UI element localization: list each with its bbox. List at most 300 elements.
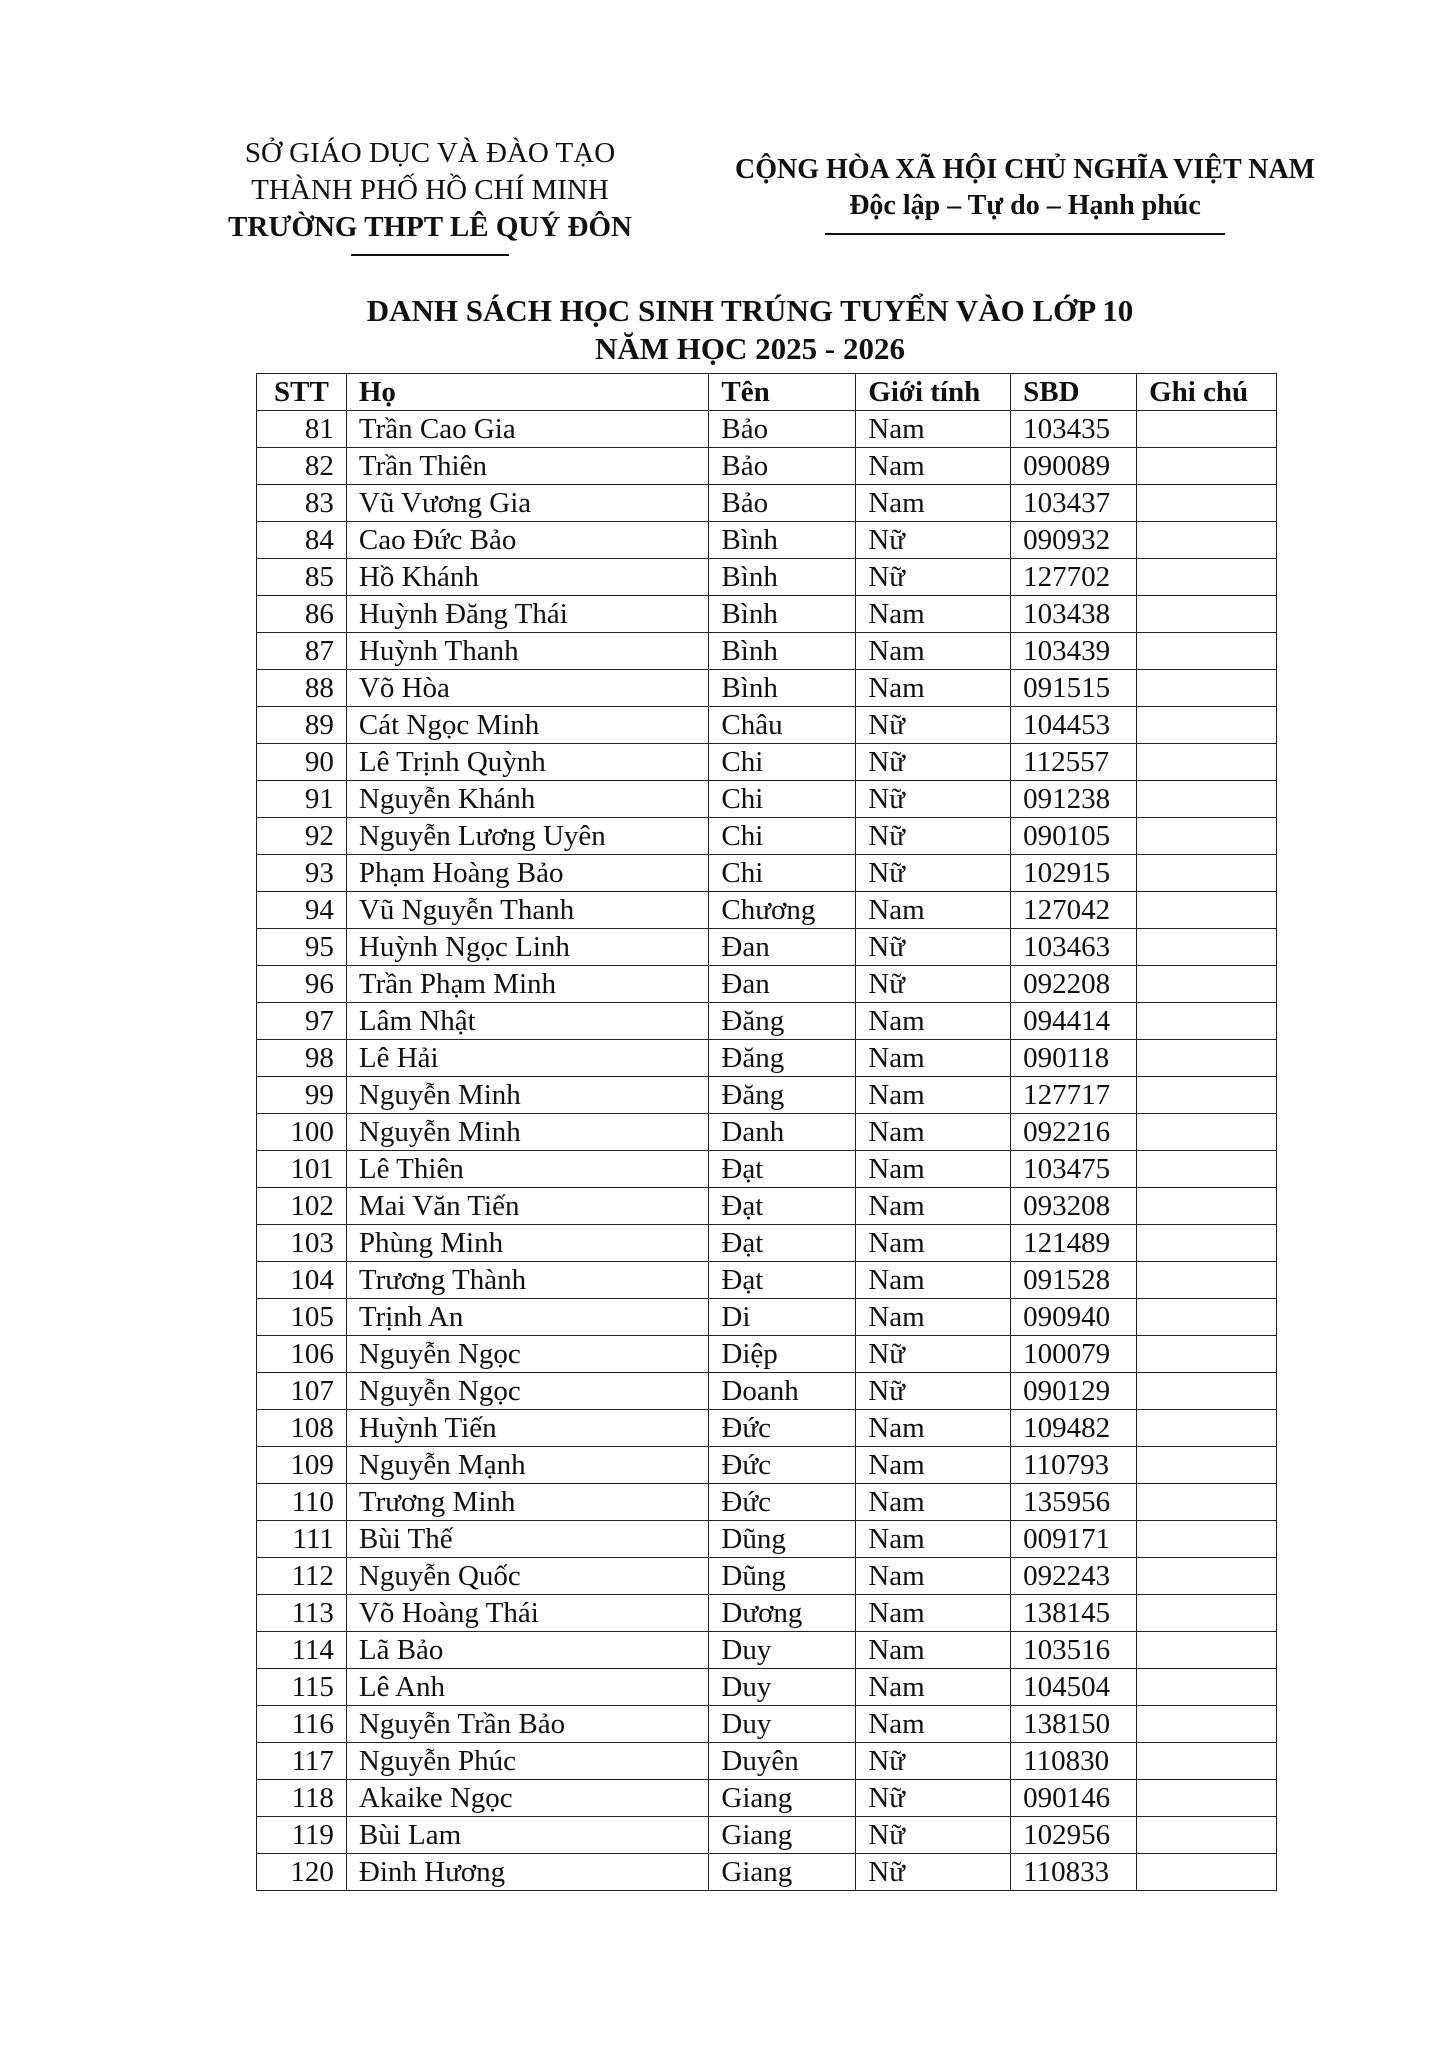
cell-stt: 97 <box>257 1003 347 1040</box>
cell-stt: 92 <box>257 818 347 855</box>
cell-ten: Bảo <box>709 411 856 448</box>
cell-gioi-tinh: Nam <box>856 1188 1011 1225</box>
cell-ghi-chu <box>1137 411 1277 448</box>
cell-sbd: 090105 <box>1011 818 1137 855</box>
cell-gioi-tinh: Nam <box>856 1706 1011 1743</box>
issuing-authority-block <box>170 135 690 256</box>
cell-sbd: 090932 <box>1011 522 1137 559</box>
cell-stt: 115 <box>257 1669 347 1706</box>
cell-ten: Diệp <box>709 1336 856 1373</box>
table-row <box>257 1558 1277 1595</box>
cell-ho: Võ Hoàng Thái <box>346 1595 709 1632</box>
cell-ten: Dũng <box>709 1521 856 1558</box>
cell-sbd: 102956 <box>1011 1817 1137 1854</box>
table-row <box>257 1521 1277 1558</box>
cell-ten: Duy <box>709 1669 856 1706</box>
cell-ghi-chu <box>1137 1003 1277 1040</box>
table-row <box>257 929 1277 966</box>
cell-ghi-chu <box>1137 1410 1277 1447</box>
table-row <box>257 1410 1277 1447</box>
title-line-2: NĂM HỌC 2025 - 2026 <box>595 331 905 366</box>
table-row <box>257 448 1277 485</box>
cell-sbd: 127042 <box>1011 892 1137 929</box>
cell-ghi-chu <box>1137 1780 1277 1817</box>
cell-stt: 110 <box>257 1484 347 1521</box>
table-body <box>257 411 1277 1891</box>
cell-ho: Akaike Ngọc <box>346 1780 709 1817</box>
cell-sbd: 138150 <box>1011 1706 1137 1743</box>
document-title <box>260 292 1240 368</box>
cell-sbd: 127702 <box>1011 559 1137 596</box>
cell-ho: Cát Ngọc Minh <box>346 707 709 744</box>
table-row <box>257 1003 1277 1040</box>
cell-gioi-tinh: Nữ <box>856 1817 1011 1854</box>
cell-gioi-tinh: Nữ <box>856 855 1011 892</box>
cell-stt: 83 <box>257 485 347 522</box>
cell-ten: Đan <box>709 966 856 1003</box>
table-row <box>257 559 1277 596</box>
cell-ten: Giang <box>709 1854 856 1891</box>
cell-stt: 91 <box>257 781 347 818</box>
cell-gioi-tinh: Nữ <box>856 1854 1011 1891</box>
cell-ten: Duy <box>709 1706 856 1743</box>
cell-ghi-chu <box>1137 1632 1277 1669</box>
cell-ho: Nguyễn Khánh <box>346 781 709 818</box>
cell-ho: Trương Minh <box>346 1484 709 1521</box>
motto-underline <box>825 233 1225 235</box>
cell-gioi-tinh: Nam <box>856 1114 1011 1151</box>
cell-ho: Trần Thiên <box>346 448 709 485</box>
cell-ho: Trịnh An <box>346 1299 709 1336</box>
cell-ho: Trần Phạm Minh <box>346 966 709 1003</box>
cell-gioi-tinh: Nam <box>856 1447 1011 1484</box>
department-name: SỞ GIÁO DỤC VÀ ĐÀO TẠO <box>244 137 616 169</box>
cell-stt: 82 <box>257 448 347 485</box>
cell-sbd: 009171 <box>1011 1521 1137 1558</box>
cell-ho: Huỳnh Ngọc Linh <box>346 929 709 966</box>
cell-stt: 114 <box>257 1632 347 1669</box>
cell-stt: 81 <box>257 411 347 448</box>
cell-ghi-chu <box>1137 1262 1277 1299</box>
cell-sbd: 138145 <box>1011 1595 1137 1632</box>
cell-sbd: 092243 <box>1011 1558 1137 1595</box>
cell-sbd: 103463 <box>1011 929 1137 966</box>
table-row <box>257 1373 1277 1410</box>
cell-stt: 102 <box>257 1188 347 1225</box>
cell-gioi-tinh: Nam <box>856 633 1011 670</box>
cell-gioi-tinh: Nam <box>856 1558 1011 1595</box>
cell-ghi-chu <box>1137 781 1277 818</box>
cell-gioi-tinh: Nam <box>856 1299 1011 1336</box>
cell-ho: Hồ Khánh <box>346 559 709 596</box>
cell-stt: 86 <box>257 596 347 633</box>
cell-ho: Lâm Nhật <box>346 1003 709 1040</box>
cell-ghi-chu <box>1137 1225 1277 1262</box>
table-row <box>257 1669 1277 1706</box>
cell-gioi-tinh: Nữ <box>856 744 1011 781</box>
cell-sbd: 092208 <box>1011 966 1137 1003</box>
header-ghi-chu: Ghi chú <box>1137 374 1277 411</box>
cell-ghi-chu <box>1137 1336 1277 1373</box>
cell-ten: Đăng <box>709 1003 856 1040</box>
cell-gioi-tinh: Nữ <box>856 1743 1011 1780</box>
cell-stt: 108 <box>257 1410 347 1447</box>
cell-sbd: 091515 <box>1011 670 1137 707</box>
table-row <box>257 1188 1277 1225</box>
table-row <box>257 633 1277 670</box>
cell-sbd: 104453 <box>1011 707 1137 744</box>
cell-ghi-chu <box>1137 1558 1277 1595</box>
cell-ho: Lã Bảo <box>346 1632 709 1669</box>
cell-gioi-tinh: Nữ <box>856 818 1011 855</box>
cell-stt: 101 <box>257 1151 347 1188</box>
cell-ten: Di <box>709 1299 856 1336</box>
table-row <box>257 707 1277 744</box>
cell-ten: Chi <box>709 744 856 781</box>
cell-stt: 105 <box>257 1299 347 1336</box>
cell-gioi-tinh: Nam <box>856 448 1011 485</box>
cell-ten: Dũng <box>709 1558 856 1595</box>
table-row <box>257 1151 1277 1188</box>
cell-ghi-chu <box>1137 1299 1277 1336</box>
cell-gioi-tinh: Nam <box>856 1595 1011 1632</box>
cell-sbd: 102915 <box>1011 855 1137 892</box>
cell-gioi-tinh: Nam <box>856 1151 1011 1188</box>
cell-ghi-chu <box>1137 1188 1277 1225</box>
cell-ho: Huỳnh Đăng Thái <box>346 596 709 633</box>
cell-stt: 90 <box>257 744 347 781</box>
cell-stt: 111 <box>257 1521 347 1558</box>
cell-ghi-chu <box>1137 1373 1277 1410</box>
cell-stt: 112 <box>257 1558 347 1595</box>
cell-gioi-tinh: Nữ <box>856 559 1011 596</box>
cell-ghi-chu <box>1137 707 1277 744</box>
table-row <box>257 1706 1277 1743</box>
cell-stt: 84 <box>257 522 347 559</box>
cell-ghi-chu <box>1137 1114 1277 1151</box>
cell-sbd: 110830 <box>1011 1743 1137 1780</box>
cell-gioi-tinh: Nữ <box>856 1373 1011 1410</box>
title-line-1: DANH SÁCH HỌC SINH TRÚNG TUYỂN VÀO LỚP 10 <box>366 293 1134 328</box>
cell-stt: 103 <box>257 1225 347 1262</box>
cell-ten: Đức <box>709 1447 856 1484</box>
table-row <box>257 522 1277 559</box>
cell-ho: Trần Cao Gia <box>346 411 709 448</box>
table-row <box>257 670 1277 707</box>
table-row <box>257 781 1277 818</box>
cell-ho: Nguyễn Ngọc <box>346 1336 709 1373</box>
table-row <box>257 1114 1277 1151</box>
cell-stt: 98 <box>257 1040 347 1077</box>
cell-ho: Vũ Nguyễn Thanh <box>346 892 709 929</box>
table-row <box>257 1780 1277 1817</box>
cell-sbd: 090118 <box>1011 1040 1137 1077</box>
cell-gioi-tinh: Nam <box>856 1225 1011 1262</box>
cell-ho: Nguyễn Ngọc <box>346 1373 709 1410</box>
cell-sbd: 104504 <box>1011 1669 1137 1706</box>
cell-stt: 116 <box>257 1706 347 1743</box>
table-row <box>257 1299 1277 1336</box>
cell-sbd: 110793 <box>1011 1447 1137 1484</box>
school-name: TRƯỜNG THPT LÊ QUÝ ĐÔN <box>228 211 632 243</box>
header-gioi-tinh: Giới tính <box>856 374 1011 411</box>
cell-gioi-tinh: Nữ <box>856 1336 1011 1373</box>
cell-ho: Nguyễn Phúc <box>346 1743 709 1780</box>
cell-stt: 87 <box>257 633 347 670</box>
table-row <box>257 1336 1277 1373</box>
cell-stt: 104 <box>257 1262 347 1299</box>
cell-gioi-tinh: Nam <box>856 1040 1011 1077</box>
table-row <box>257 1447 1277 1484</box>
table-row <box>257 1077 1277 1114</box>
cell-stt: 120 <box>257 1854 347 1891</box>
cell-stt: 107 <box>257 1373 347 1410</box>
table-row <box>257 1262 1277 1299</box>
cell-gioi-tinh: Nữ <box>856 966 1011 1003</box>
national-motto-block <box>700 152 1350 235</box>
cell-ghi-chu <box>1137 1521 1277 1558</box>
cell-ho: Huỳnh Tiến <box>346 1410 709 1447</box>
cell-sbd: 103439 <box>1011 633 1137 670</box>
cell-ten: Bình <box>709 522 856 559</box>
table-row <box>257 1743 1277 1780</box>
cell-ghi-chu <box>1137 1151 1277 1188</box>
cell-ghi-chu <box>1137 448 1277 485</box>
cell-ghi-chu <box>1137 559 1277 596</box>
cell-gioi-tinh: Nam <box>856 670 1011 707</box>
table-row <box>257 1854 1277 1891</box>
cell-ten: Đạt <box>709 1262 856 1299</box>
cell-ghi-chu <box>1137 633 1277 670</box>
cell-gioi-tinh: Nam <box>856 485 1011 522</box>
cell-ho: Lê Thiên <box>346 1151 709 1188</box>
cell-ho: Nguyễn Trần Bảo <box>346 1706 709 1743</box>
header-stt: STT <box>257 374 347 411</box>
table-row <box>257 892 1277 929</box>
cell-stt: 89 <box>257 707 347 744</box>
cell-ho: Mai Văn Tiến <box>346 1188 709 1225</box>
cell-ho: Nguyễn Quốc <box>346 1558 709 1595</box>
table-row <box>257 485 1277 522</box>
cell-ho: Lê Trịnh Quỳnh <box>346 744 709 781</box>
table-row <box>257 855 1277 892</box>
cell-ghi-chu <box>1137 1817 1277 1854</box>
cell-sbd: 109482 <box>1011 1410 1137 1447</box>
cell-gioi-tinh: Nam <box>856 1632 1011 1669</box>
cell-sbd: 093208 <box>1011 1188 1137 1225</box>
cell-gioi-tinh: Nam <box>856 892 1011 929</box>
school-underline <box>351 254 509 256</box>
cell-ten: Đăng <box>709 1077 856 1114</box>
cell-stt: 109 <box>257 1447 347 1484</box>
national-motto: Độc lập – Tự do – Hạnh phúc <box>849 190 1201 221</box>
cell-ghi-chu <box>1137 855 1277 892</box>
cell-ghi-chu <box>1137 1669 1277 1706</box>
cell-ghi-chu <box>1137 670 1277 707</box>
cell-ho: Phùng Minh <box>346 1225 709 1262</box>
cell-gioi-tinh: Nam <box>856 411 1011 448</box>
cell-gioi-tinh: Nam <box>856 1410 1011 1447</box>
cell-ghi-chu <box>1137 485 1277 522</box>
cell-ho: Lê Anh <box>346 1669 709 1706</box>
cell-ten: Đan <box>709 929 856 966</box>
table-row <box>257 1484 1277 1521</box>
cell-ho: Đinh Hương <box>346 1854 709 1891</box>
table-row <box>257 1595 1277 1632</box>
cell-sbd: 110833 <box>1011 1854 1137 1891</box>
cell-ten: Châu <box>709 707 856 744</box>
cell-gioi-tinh: Nam <box>856 1077 1011 1114</box>
table-header-row <box>257 374 1277 411</box>
cell-gioi-tinh: Nam <box>856 596 1011 633</box>
cell-ten: Đức <box>709 1484 856 1521</box>
cell-ho: Nguyễn Minh <box>346 1077 709 1114</box>
cell-gioi-tinh: Nữ <box>856 522 1011 559</box>
cell-sbd: 091528 <box>1011 1262 1137 1299</box>
cell-ten: Đăng <box>709 1040 856 1077</box>
cell-sbd: 091238 <box>1011 781 1137 818</box>
table-row <box>257 744 1277 781</box>
table-row <box>257 818 1277 855</box>
cell-ho: Phạm Hoàng Bảo <box>346 855 709 892</box>
cell-ghi-chu <box>1137 596 1277 633</box>
cell-sbd: 090089 <box>1011 448 1137 485</box>
cell-ten: Chi <box>709 818 856 855</box>
cell-ho: Cao Đức Bảo <box>346 522 709 559</box>
cell-ho: Vũ Vương Gia <box>346 485 709 522</box>
cell-ten: Bảo <box>709 448 856 485</box>
cell-ten: Bảo <box>709 485 856 522</box>
cell-ghi-chu <box>1137 1040 1277 1077</box>
cell-stt: 95 <box>257 929 347 966</box>
cell-stt: 99 <box>257 1077 347 1114</box>
cell-gioi-tinh: Nữ <box>856 929 1011 966</box>
table-row <box>257 411 1277 448</box>
cell-sbd: 112557 <box>1011 744 1137 781</box>
cell-ghi-chu <box>1137 1595 1277 1632</box>
cell-gioi-tinh: Nữ <box>856 781 1011 818</box>
cell-stt: 96 <box>257 966 347 1003</box>
cell-ten: Giang <box>709 1780 856 1817</box>
cell-ghi-chu <box>1137 1706 1277 1743</box>
cell-ho: Nguyễn Lương Uyên <box>346 818 709 855</box>
cell-ten: Chi <box>709 781 856 818</box>
table-row <box>257 596 1277 633</box>
cell-ghi-chu <box>1137 966 1277 1003</box>
cell-ghi-chu <box>1137 818 1277 855</box>
cell-stt: 85 <box>257 559 347 596</box>
cell-ten: Bình <box>709 596 856 633</box>
cell-stt: 93 <box>257 855 347 892</box>
cell-sbd: 090129 <box>1011 1373 1137 1410</box>
cell-ho: Nguyễn Mạnh <box>346 1447 709 1484</box>
table-row <box>257 1817 1277 1854</box>
cell-ten: Chương <box>709 892 856 929</box>
table-row <box>257 1225 1277 1262</box>
table-row <box>257 1632 1277 1669</box>
cell-gioi-tinh: Nam <box>856 1521 1011 1558</box>
cell-sbd: 100079 <box>1011 1336 1137 1373</box>
cell-ho: Nguyễn Minh <box>346 1114 709 1151</box>
cell-gioi-tinh: Nam <box>856 1669 1011 1706</box>
cell-ten: Giang <box>709 1817 856 1854</box>
table-row <box>257 1040 1277 1077</box>
cell-ghi-chu <box>1137 929 1277 966</box>
cell-ghi-chu <box>1137 892 1277 929</box>
cell-ten: Duyên <box>709 1743 856 1780</box>
cell-stt: 113 <box>257 1595 347 1632</box>
admission-table <box>256 373 1277 1891</box>
cell-ho: Bùi Lam <box>346 1817 709 1854</box>
cell-ten: Đức <box>709 1410 856 1447</box>
cell-sbd: 121489 <box>1011 1225 1137 1262</box>
cell-ghi-chu <box>1137 1447 1277 1484</box>
cell-stt: 106 <box>257 1336 347 1373</box>
cell-stt: 119 <box>257 1817 347 1854</box>
cell-sbd: 092216 <box>1011 1114 1137 1151</box>
cell-stt: 118 <box>257 1780 347 1817</box>
cell-ten: Chi <box>709 855 856 892</box>
cell-sbd: 090940 <box>1011 1299 1137 1336</box>
cell-sbd: 090146 <box>1011 1780 1137 1817</box>
cell-sbd: 103475 <box>1011 1151 1137 1188</box>
cell-ghi-chu <box>1137 1077 1277 1114</box>
header-ten: Tên <box>709 374 856 411</box>
cell-gioi-tinh: Nam <box>856 1262 1011 1299</box>
cell-sbd: 103438 <box>1011 596 1137 633</box>
cell-gioi-tinh: Nam <box>856 1484 1011 1521</box>
table-row <box>257 966 1277 1003</box>
cell-ghi-chu <box>1137 1854 1277 1891</box>
cell-ho: Trương Thành <box>346 1262 709 1299</box>
cell-ghi-chu <box>1137 1484 1277 1521</box>
cell-ten: Duy <box>709 1632 856 1669</box>
cell-ten: Bình <box>709 633 856 670</box>
cell-sbd: 094414 <box>1011 1003 1137 1040</box>
cell-sbd: 103437 <box>1011 485 1137 522</box>
cell-ghi-chu <box>1137 1743 1277 1780</box>
cell-gioi-tinh: Nữ <box>856 1780 1011 1817</box>
cell-ho: Bùi Thế <box>346 1521 709 1558</box>
country-name: CỘNG HÒA XÃ HỘI CHỦ NGHĨA VIỆT NAM <box>734 154 1316 185</box>
cell-stt: 94 <box>257 892 347 929</box>
cell-sbd: 135956 <box>1011 1484 1137 1521</box>
cell-ten: Đạt <box>709 1188 856 1225</box>
cell-ten: Đạt <box>709 1225 856 1262</box>
cell-ho: Huỳnh Thanh <box>346 633 709 670</box>
cell-ten: Bình <box>709 559 856 596</box>
cell-stt: 100 <box>257 1114 347 1151</box>
header-ho: Họ <box>346 374 709 411</box>
cell-gioi-tinh: Nam <box>856 1003 1011 1040</box>
cell-ten: Danh <box>709 1114 856 1151</box>
cell-gioi-tinh: Nữ <box>856 707 1011 744</box>
cell-ten: Dương <box>709 1595 856 1632</box>
header-sbd: SBD <box>1011 374 1137 411</box>
cell-ho: Võ Hòa <box>346 670 709 707</box>
cell-ten: Bình <box>709 670 856 707</box>
cell-ten: Đạt <box>709 1151 856 1188</box>
cell-sbd: 103435 <box>1011 411 1137 448</box>
cell-ghi-chu <box>1137 522 1277 559</box>
cell-ten: Doanh <box>709 1373 856 1410</box>
city-name: THÀNH PHỐ HỒ CHÍ MINH <box>251 174 609 206</box>
cell-sbd: 127717 <box>1011 1077 1137 1114</box>
cell-stt: 88 <box>257 670 347 707</box>
cell-ho: Lê Hải <box>346 1040 709 1077</box>
cell-sbd: 103516 <box>1011 1632 1137 1669</box>
cell-stt: 117 <box>257 1743 347 1780</box>
